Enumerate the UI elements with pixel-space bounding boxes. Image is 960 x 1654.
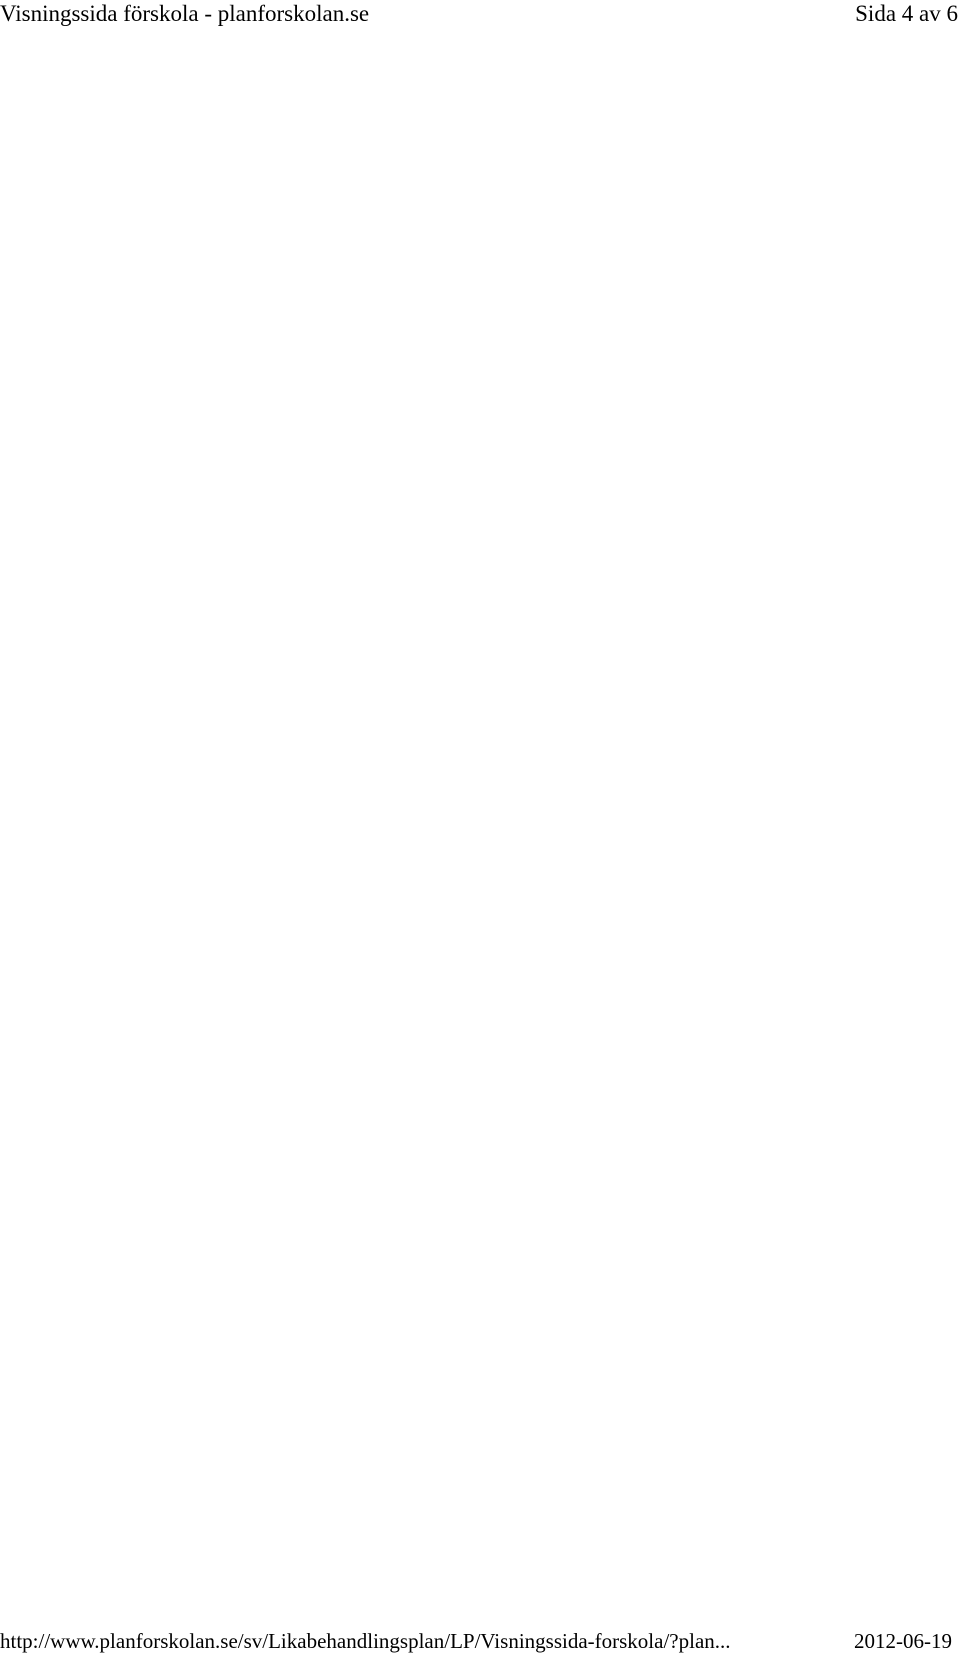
print-header-title: Visningssida förskola - planforskolan.se [0, 1, 370, 26]
print-footer-date: 2012-06-19 [854, 1629, 952, 1653]
print-header-page-number: Sida 4 av 6 [855, 1, 958, 26]
print-footer-url: http://www.planforskolan.se/sv/Likabehandlingsplan/LP/Visningssida-forskola/?plan... [0, 1629, 731, 1653]
